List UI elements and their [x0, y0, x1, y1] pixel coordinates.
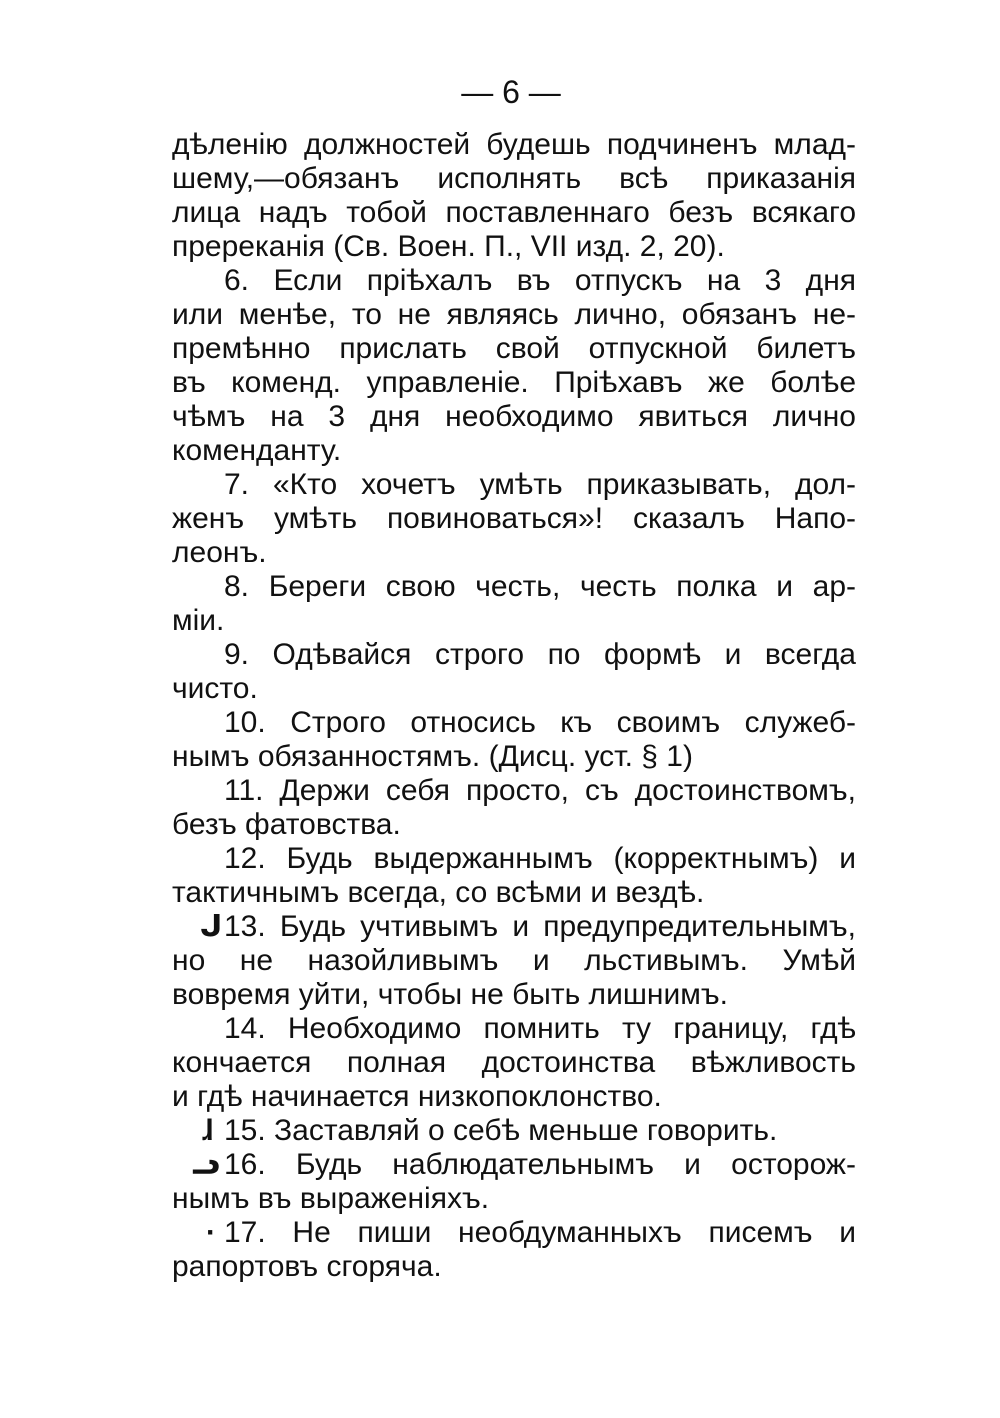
- paragraph-14: [172, 1012, 856, 1114]
- paragraph-11: [172, 774, 856, 842]
- text-line: рапортовъ сгоряча.: [172, 1250, 442, 1283]
- page-number: — 6 —: [461, 74, 561, 110]
- paragraph-16: [172, 1148, 856, 1216]
- text-line: чѣмъ на 3 дня необходимо явиться лично: [172, 400, 856, 433]
- text-line: пререканія (Св. Воен. П., VII изд. 2, 20).: [172, 230, 725, 263]
- text-line: нымъ обязанностямъ. (Дисц. уст. § 1): [172, 740, 693, 773]
- paragraph-6: [172, 264, 856, 468]
- text-line: 9. Одѣвайся строго по формѣ и всегда: [224, 638, 856, 671]
- text-line: коменданту.: [172, 434, 342, 467]
- text-line: 6. Если пріѣхалъ въ отпускъ на 3 дня: [224, 264, 856, 297]
- text-line: 14. Необходимо помнить ту границу, гдѣ: [224, 1012, 856, 1045]
- paragraph-9: [172, 638, 856, 706]
- margin-mark-17: ·: [206, 1216, 216, 1249]
- margin-mark-13: ᒍ: [200, 910, 223, 943]
- text-line: но не назойливымъ и льстивымъ. Умѣй: [172, 944, 856, 977]
- text-line: женъ умѣть повиноваться»! сказалъ Напо-: [172, 502, 856, 535]
- text-line: 11. Держи себя просто, съ достоинствомъ,: [224, 774, 856, 807]
- text-line: 17. Не пиши необдуманныхъ писемъ и: [224, 1216, 856, 1249]
- body-text: [172, 128, 856, 1284]
- text-line: міи.: [172, 604, 225, 637]
- text-line: тактичнымъ всегда, со всѣми и вездѣ.: [172, 876, 705, 909]
- text-line: 16. Будь наблюдательнымъ и осторож-: [224, 1148, 856, 1181]
- text-line: леонъ.: [172, 536, 267, 569]
- text-line: нымъ въ выраженіяхъ.: [172, 1182, 490, 1215]
- text-line: чисто.: [172, 672, 258, 705]
- text-line: 7. «Кто хочетъ умѣть приказывать, дол-: [224, 468, 856, 501]
- text-line: въ коменд. управленіе. Пріѣхавъ же болѣе: [172, 366, 856, 399]
- paragraph-8: [172, 570, 856, 638]
- text-line: 10. Строго относись къ своимъ служеб-: [224, 706, 856, 739]
- text-line: 12. Будь выдержаннымъ (корректнымъ) и: [224, 842, 856, 875]
- margin-mark-15: ɺ: [202, 1114, 214, 1147]
- paragraph-13: [172, 910, 856, 1012]
- text-line: безъ фатовства.: [172, 808, 401, 841]
- text-line: шему,—обязанъ исполнять всѣ приказанія: [172, 162, 856, 195]
- paragraph-10: [172, 706, 856, 774]
- text-line: премѣнно прислать свой отпускной билетъ: [172, 332, 856, 365]
- paragraph-12: [172, 842, 856, 910]
- paragraph-15: [172, 1114, 856, 1148]
- text-line: 8. Береги свою честь, честь полка и ар-: [224, 570, 856, 603]
- margin-mark-16: ᓗ: [192, 1148, 220, 1181]
- text-line: 15. Заставляй о себѣ меньше говорить.: [224, 1114, 778, 1147]
- text-line: вовремя уйти, чтобы не быть лишнимъ.: [172, 978, 728, 1011]
- text-line: лица надъ тобой поставленнаго безъ всякаго: [172, 196, 856, 229]
- text-line: и гдѣ начинается низкопоклонство.: [172, 1080, 662, 1113]
- text-line: кончается полная достоинства вѣжливость: [172, 1046, 856, 1079]
- text-line: или менѣе, то не являясь лично, обязанъ не-: [172, 298, 856, 331]
- paragraph-7: [172, 468, 856, 570]
- paragraph-continuation: [172, 128, 856, 264]
- paragraph-17: [172, 1216, 856, 1284]
- text-line: дѣленію должностей будешь подчиненъ млад-: [172, 128, 856, 161]
- text-line: 13. Будь учтивымъ и предупредительнымъ,: [224, 910, 856, 943]
